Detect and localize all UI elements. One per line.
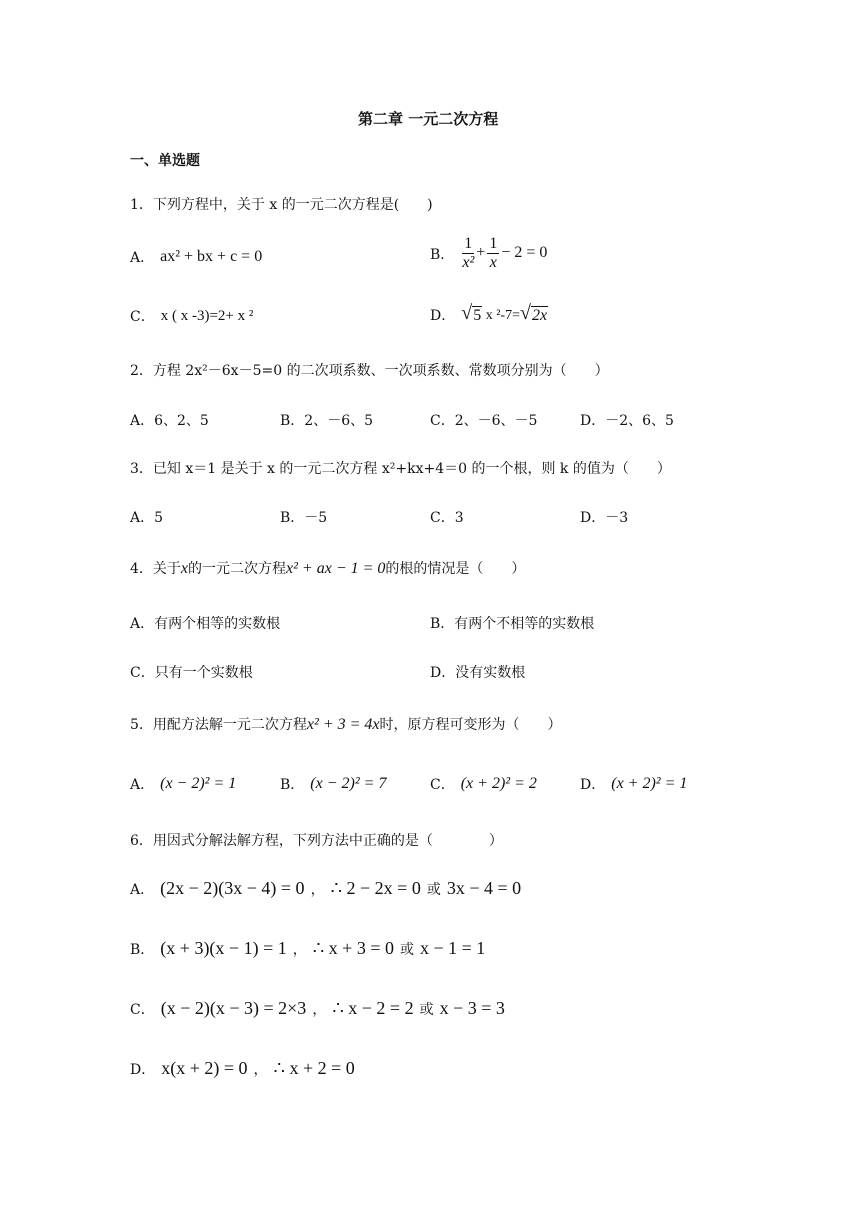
- option-label: C．: [130, 309, 155, 325]
- q3-option-d[interactable]: D．－3: [580, 510, 629, 526]
- option-conclusion: ∴ x + 2 = 0: [273, 1058, 355, 1078]
- option-expr: (x + 2)² = 1: [611, 775, 688, 792]
- q5-option-c[interactable]: [430, 774, 537, 794]
- q3-option-a[interactable]: A．5: [130, 510, 164, 526]
- q4-option-a[interactable]: A．有两个相等的实数根: [130, 616, 281, 632]
- q6-option-c[interactable]: C． (x − 2)(x − 3) = 2×3 ， ∴ x − 2 = 2 或 x − 3 = 3: [130, 998, 505, 1018]
- option-label: C．: [130, 1001, 155, 1018]
- option-label: B．: [130, 941, 155, 958]
- q6-option-a[interactable]: A． (2x − 2)(3x − 4) = 0 ， ∴ 2 − 2x = 0 或 3x − 4 = 0: [130, 878, 522, 898]
- q6-option-d[interactable]: D． x(x + 2) = 0 ， ∴ x + 2 = 0: [130, 1058, 355, 1078]
- q5-option-d[interactable]: [580, 774, 687, 794]
- q2-option-c[interactable]: C．2、－6、－5: [430, 413, 538, 429]
- q3-option-b[interactable]: B．－5: [280, 510, 328, 526]
- option-alternative: x − 1 = 1: [420, 938, 486, 958]
- option-expr: ax² + bx + c = 0: [160, 248, 263, 265]
- q4-option-d[interactable]: D．没有实数根: [430, 665, 526, 681]
- q6-option-b[interactable]: B． (x + 3)(x − 1) = 1 ， ∴ x + 3 = 0 或 x − 1 = 1: [130, 938, 486, 958]
- option-equation: (x − 2)(x − 3) = 2×3: [160, 998, 307, 1018]
- question-5-stem: 5．用配方法解一元二次方程x² + 3 = 4x时，原方程可变形为（ ）: [130, 716, 562, 733]
- question-6-stem: 6．用因式分解法解方程，下列方法中正确的是（ ）: [130, 833, 503, 849]
- option-conclusion: ∴ 2 − 2x = 0: [330, 878, 421, 898]
- option-label: B．: [280, 777, 305, 793]
- option-expr: (x + 2)² = 2: [460, 775, 537, 792]
- q2-option-b[interactable]: B．2、－6、5: [280, 413, 374, 429]
- page-title: 第二章 一元二次方程: [358, 110, 499, 128]
- option-label: D．: [430, 307, 456, 324]
- question-4-stem: 4．关于x的一元二次方程x² + ax − 1 = 0的根的情况是（ ）: [130, 560, 526, 577]
- option-conclusion: ∴ x − 2 = 2: [332, 998, 414, 1018]
- question-3-stem: 3．已知 x＝1 是关于 x 的一元二次方程 x²+kx+4＝0 的一个根，则 k 的值为（ ）: [130, 461, 671, 477]
- q3-option-c[interactable]: C．3: [430, 510, 464, 526]
- q4-option-b[interactable]: B．有两个不相等的实数根: [430, 616, 595, 632]
- option-label: D．: [130, 1061, 156, 1078]
- q4-option-c[interactable]: C．只有一个实数根: [130, 665, 253, 681]
- section-heading: 一、单选题: [130, 153, 200, 169]
- option-label: A．: [130, 250, 155, 266]
- option-expr: $\frac{1}{\text{x²}}$ + $\frac{1}{x}$ − 2 = 0: [462, 235, 548, 271]
- option-conclusion: ∴ x + 3 = 0: [312, 938, 394, 958]
- option-label: C．: [430, 777, 455, 793]
- q5-option-b[interactable]: [280, 774, 386, 794]
- question-2-stem: 2．方程 2x²－6x－5=0 的二次项系数、一次项系数、常数项分别为（ ）: [130, 363, 609, 379]
- option-equation: (x + 3)(x − 1) = 1: [160, 938, 287, 958]
- option-expr: (x − 2)² = 7: [310, 775, 387, 792]
- q1-option-d[interactable]: [430, 304, 548, 325]
- q2-option-d[interactable]: D．－2、6、5: [580, 413, 674, 429]
- option-label: A．: [130, 881, 155, 898]
- question-1-stem: 1．下列方程中，关于 x 的一元二次方程是( ): [130, 197, 433, 213]
- option-expr: x ( x -3)=2+ x ²: [160, 307, 254, 324]
- q2-option-a[interactable]: A．6、2、5: [130, 413, 209, 429]
- q1-option-a[interactable]: [130, 247, 262, 267]
- option-alternative: 3x − 4 = 0: [446, 878, 522, 898]
- option-expr: (x − 2)² = 1: [160, 775, 237, 792]
- option-label: A．: [130, 777, 155, 793]
- option-equation: x(x + 2) = 0: [161, 1058, 248, 1078]
- q1-option-c[interactable]: [130, 306, 253, 326]
- option-label: B．: [430, 246, 455, 263]
- option-label: D．: [580, 777, 606, 793]
- option-equation: (2x − 2)(3x − 4) = 0: [160, 878, 305, 898]
- q5-option-a[interactable]: [130, 774, 236, 794]
- option-expr: √ 5 x ²-7= √ 2x: [461, 302, 548, 324]
- option-alternative: x − 3 = 3: [439, 998, 505, 1018]
- q1-option-b[interactable]: [430, 236, 547, 271]
